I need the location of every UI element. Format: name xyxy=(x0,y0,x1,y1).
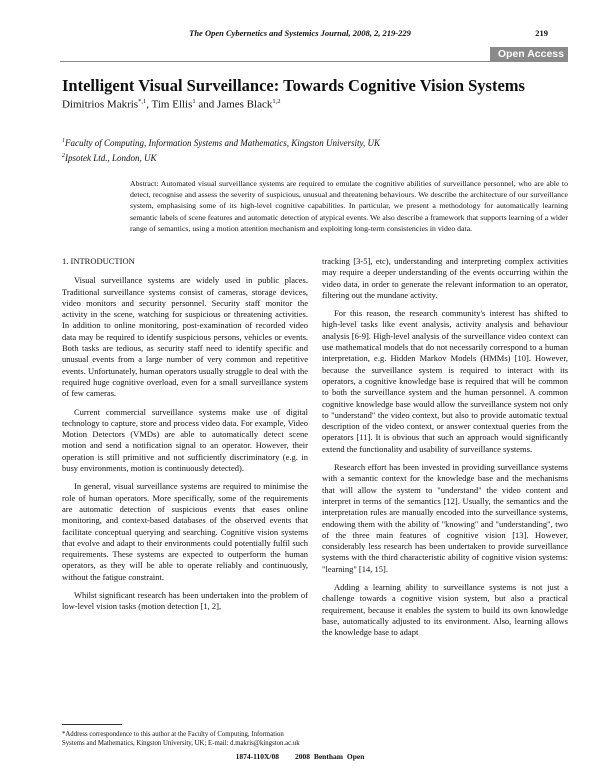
footnote-rule xyxy=(62,724,122,725)
header-rule xyxy=(60,61,568,62)
paragraph: Research effort has been invested in providing surveillance systems with a semantic context for the knowledge base and the mechanisms that will allow the system to "understand" the video content and interpret in terms of the semantics [12]. Usually, the semantics and the interpretation rules are manually encoded into the surveillance systems, endowing them with the ability of "knowing" and "understanding", two of the three main features of cognitive vision [13]. However, considerably less research has been undertaken to provide surveillance systems with the third characteristic ability of cognitive vision systems: "learning" [14, 15]. xyxy=(322,462,568,574)
affiliation-2 xyxy=(62,153,572,163)
paragraph: Current commercial surveillance systems make use of digital technology to capture, store and process video data. For example, Video Motion Detectors (VMDs) are able to automatically detect scene motion and send a notification signal to an operator. However, their operation is still primitive and not sufficiently discriminatory (e.g. in busy environments, motion is continuously detected). xyxy=(62,406,308,474)
affiliation-mark: 1 xyxy=(62,138,65,144)
author-list xyxy=(62,98,572,111)
author-name: Dimitrios Makris xyxy=(62,98,139,111)
author-name: Tim Ellis xyxy=(151,98,193,111)
page-number: 219 xyxy=(535,28,548,38)
paragraph: Adding a learning ability to surveillance systems is not just a challenge towards a cognitive vision system, but also a practical requirement, because it enables the system to build its own knowledge base, automatically adjusted to its environment. Also, learning allows the knowledge base to adapt xyxy=(322,582,568,638)
page-footer xyxy=(0,752,600,761)
paragraph: Visual surveillance systems are widely used in public places. Traditional surveillance systems consist of cameras, storage devices, video monitors and security personnel. Security staff monitor the activity in the scene, watching for suspicious or threatening activities. In addition to online monitoring, post-examination of recorded video data may be required to identify suspicious persons, vehicles or events. Both tasks are tedious, as security staff need to identify specific and unusual events from a large number of very common and repetitive events. Unfortunately, human operators usually struggle to deal with the required huge cognitive overload, even for a small surveillance system of few cameras. xyxy=(62,275,308,399)
left-column xyxy=(62,256,308,620)
author-affiliation-mark: 1 xyxy=(192,98,196,105)
correspondence-footnote: *Address correspondence to this author at the Faculty of Computing, Information Systems and Mathematics, Kingston University, UK; E-mail: d.makris@kingston.ac.uk xyxy=(62,731,300,747)
paper-title: Intelligent Visual Surveillance: Towards Cognitive Vision Systems xyxy=(62,76,525,95)
affiliation-text: Ipsotek Ltd., London, UK xyxy=(65,153,157,163)
section-heading: 1. INTRODUCTION xyxy=(62,256,135,266)
affiliation-text: Faculty of Computing, Information Systems and Mathematics, Kingston University, UK xyxy=(65,138,380,148)
right-column xyxy=(322,256,568,646)
author-affiliation-mark: 1,2 xyxy=(272,98,281,105)
paragraph: For this reason, the research community's interest has shifted to high-level tasks like event analysis, activity analysis and behaviour analysis [6-9]. High-level analysis of the surveillance video context can use mathematical models that do not necessarily correspond to a human interpretation, e.g. Hidden Markov Models (HMMs) [10]. However, because the surveillance system is required to interact with its operators, a cognitive knowledge base is required that will be common to both the surveillance system and the human personnel. A common cognitive knowledge base would allow the surveillance system not only to "understand" the video context, but also to provide automatic textual description of the video context, or answer contextual queries from the operators [11]. It is obvious that such an approach would significantly extend the functionality and usability of surveillance systems. xyxy=(322,308,568,454)
author-separator: and xyxy=(195,98,218,111)
author-affiliation-mark: *,1 xyxy=(138,98,147,105)
publisher-copyright: 2008 Bentham Open xyxy=(294,752,365,761)
paragraph: In general, visual surveillance systems are required to minimise the role of human operators. More specifically, some of the requirements are automatic detection of suspicious events that eases online monitoring, and context-based databases of the observed events that facilitate conceptual querying and searching. Cognitive vision systems that evolve and adapt to their environments could potentially fulfil such requirements. These systems are expected to outperform the human operators, as they will be able to operate reliably and continuously, without the fatigue constraint. xyxy=(62,481,308,582)
author-name: James Black xyxy=(217,98,273,111)
journal-citation: The Open Cybernetics and Systemics Journal, 2008, 2, 219-229 xyxy=(189,28,411,38)
abstract: Abstract: Automated visual surveillance systems are required to emulate the cognitive abilities of surveillance personnel, who are able to detect, recognise and assess the severity of suspicious, unusual and threatening behaviours. We describe the architecture of our surveillance system, emphasising some of its high-level cognitive capabilities. In particular, we present a methodology for automatically learning semantic labels of scene features and automatic detection of atypical events. We also describe a framework that supports learning of a wider range of semantics, using a motion attention mechanism and exploiting long-term consistencies in video data. xyxy=(130,179,568,233)
paragraph: Whilst significant research has been undertaken into the problem of low-level vision tasks (motion detection [1, 2], xyxy=(62,590,308,612)
paragraph: tracking [3-5], etc), understanding and interpreting complex activities may require a deeper understanding of the events occurring within the video data, in order to generate the relevant information to an operator, filtering out the mundane activity. xyxy=(322,256,568,300)
affiliation-1 xyxy=(62,138,572,148)
affiliation-mark: 2 xyxy=(62,153,65,159)
issn: 1874-110X/08 xyxy=(235,752,279,761)
author-separator: , xyxy=(146,98,152,111)
open-access-badge: Open Access xyxy=(490,47,568,61)
